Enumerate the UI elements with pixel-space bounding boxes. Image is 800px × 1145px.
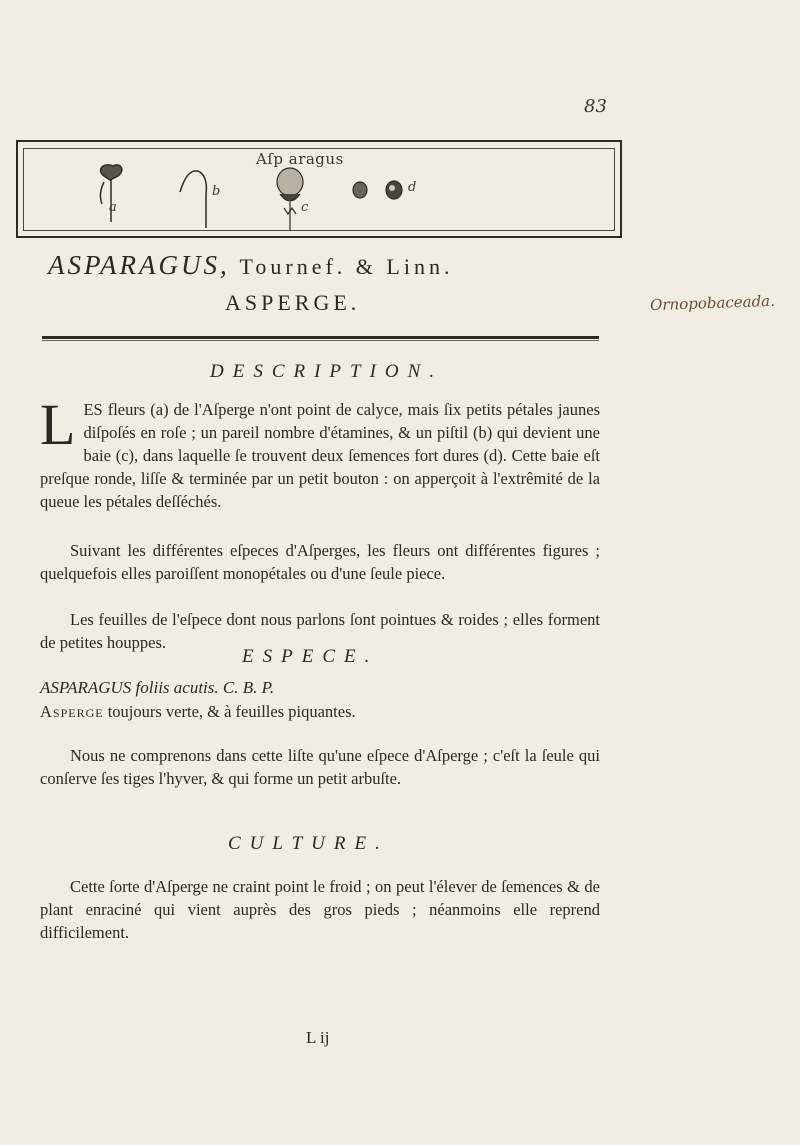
pistil-figure (180, 171, 206, 228)
description-paragraph-3: Les feuilles de l'eſpece dont nous parlons ſont pointues & roides ; elles forment de petites houppes. (40, 610, 600, 652)
figure-label-c: c (301, 200, 309, 215)
berry-figure (277, 168, 303, 230)
espece-paragraph: Nous ne comprenons dans cette liſte qu'une eſpece d'Aſperge ; c'eſt la ſeule qui conſerve ſes tiges l'hyver, & qui forme un petit arbuſte. (40, 746, 600, 788)
espece-heading: ESPECE. (242, 646, 379, 667)
description-heading: DESCRIPTION. (210, 361, 444, 382)
genus-authors: Tournef. & Linn. (239, 254, 454, 279)
species-french-text: toujours verte, & à feuilles piquantes. (107, 702, 356, 721)
figure-label-b: b (212, 184, 221, 199)
flower-parts-illustration (18, 142, 624, 240)
figure-label-a: a (109, 200, 117, 215)
description-paragraph-2: Suivant les différentes eſpeces d'Aſperges, les fleurs ont différentes figures ; quelquefois elles paroiſſent monopétales ou d'une ſeule piece. (40, 541, 600, 583)
figure-label-d: d (408, 180, 417, 195)
section-rule (42, 336, 599, 339)
species-lead: Asperge (40, 702, 104, 721)
species-french-name (40, 702, 356, 722)
description-text-1: ES fleurs (a) de l'Aſperge n'ont point de calyce, mais ſix petits pétales jaunes diſpoſés en roſe ; un pareil nombre d'étamines, & un piſtil (b) qui devient une baie (c), dans laquelle ſe trouvent deux ſemences fort dures (d). Cette baie eſt preſque ronde, liſſe & terminée par un petit bouton : on apperçoit à l'extrêmité de la queue les pétales deſſéchés. (40, 400, 600, 511)
section-rule-thin (42, 340, 599, 341)
french-name: ASPERGE. (225, 290, 361, 315)
description-paragraph-1 (40, 392, 600, 513)
signature-mark: L ij (306, 1028, 330, 1047)
species-latin-name: ASPARAGUS foliis acutis. C. B. P. (40, 678, 275, 697)
culture-paragraph: Cette ſorte d'Aſperge ne craint point le froid ; on peut l'élever de ſemences & de plant enraciné qui vient auprès des gros pieds ; néanmoins elle reprend difficilement. (40, 877, 600, 942)
culture-heading: CULTURE. (228, 833, 389, 854)
engraved-plate (16, 140, 622, 238)
handwritten-annotation: Ornopobaceada. (649, 291, 776, 315)
plate-title: Aſp aragus (256, 150, 344, 168)
genus-name: ASPARAGUS, (48, 250, 230, 280)
genus-title (48, 250, 453, 281)
seed-figures (353, 181, 402, 199)
page-number: 83 (584, 96, 607, 117)
drop-cap: L (40, 392, 76, 457)
